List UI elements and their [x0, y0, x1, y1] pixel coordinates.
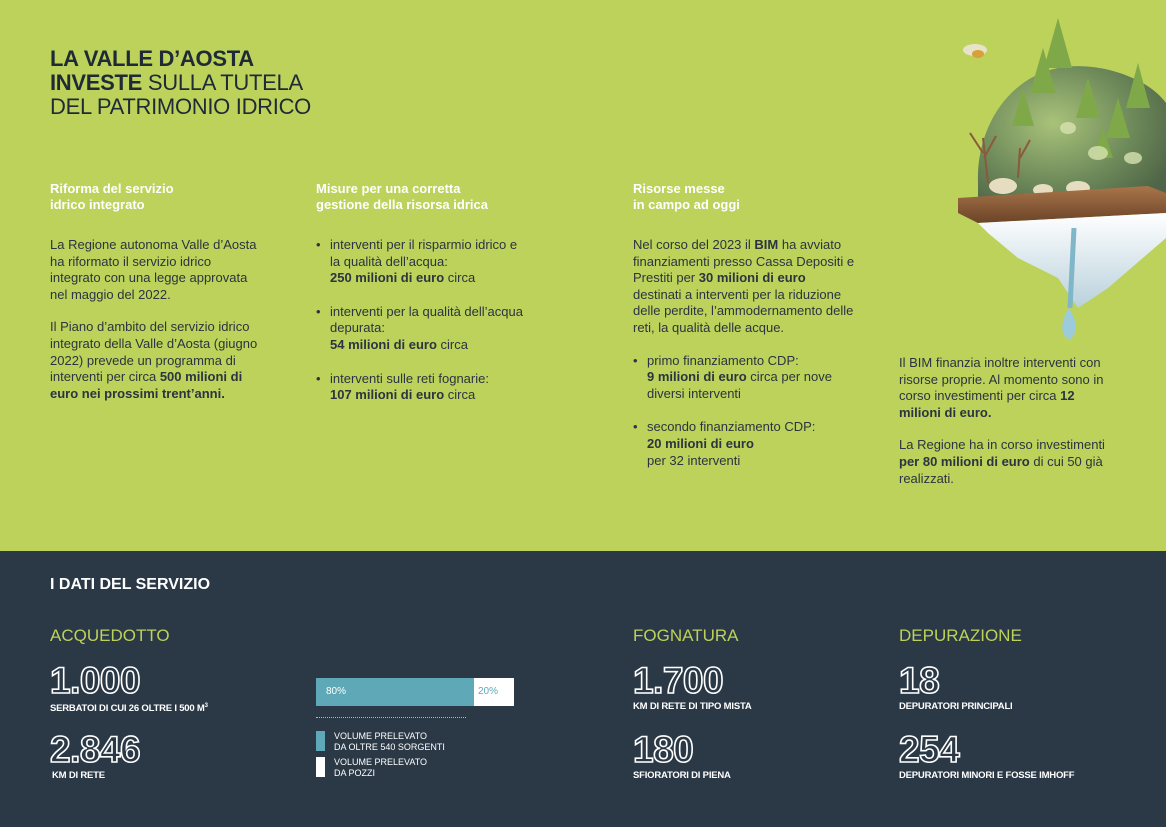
paragraph-bold: 12 milioni di euro. [899, 388, 1075, 420]
bullet-tail: circa [436, 336, 468, 352]
category-depurazione: DEPURAZIONE [899, 626, 1022, 645]
stat-value: 2.846 [50, 729, 141, 770]
paragraph: La Regione autonoma Valle d’Aosta ha riformato il servizio idrico integrato con una legge approvata nel maggio del 2022. [50, 237, 257, 302]
paragraph-bold: 500 milioni di euro nei prossimi trent’anni. [50, 369, 243, 401]
service-title: I DATI DEL SERVIZIO [50, 576, 211, 593]
legend-item-sorgenti [316, 731, 476, 753]
column-heading [316, 181, 526, 213]
paragraph-text: Nel corso del 2023 il [633, 237, 755, 252]
bar-label-pozzi: 20% [478, 686, 499, 697]
legend-line: DA POZZI [334, 768, 376, 778]
stat-caption: KM DI RETE [52, 770, 105, 781]
heading-line: in campo ad oggi [633, 197, 740, 212]
heading-line: Misure per una corretta [316, 181, 461, 196]
paragraph-bold: BIM [754, 237, 779, 252]
paragraph-bold: per 80 milioni di euro [899, 453, 1030, 469]
bullet-text: interventi per il risparmio idrico e la qualità dell’acqua: [330, 237, 518, 269]
paragraph-text: Il BIM finanzia inoltre interventi con risorse proprie. Al momento sono in corso investimenti per circa [899, 355, 1104, 404]
heading-line: Riforma del servizio [50, 181, 174, 196]
title-line-1: LA VALLE D’AOSTA [50, 46, 254, 71]
title-line-3: DEL PATRIMONIO IDRICO [50, 94, 311, 119]
paragraph-text: di cui 50 già realizzati. [899, 453, 1103, 486]
bullet-text: interventi per la qualità dell’acqua depurata: [330, 303, 523, 336]
bullet-text: secondo finanziamento CDP: [647, 419, 816, 435]
column-heading [50, 181, 265, 213]
bullet-text: primo finanziamento CDP: [647, 352, 799, 368]
column-riforma [50, 181, 265, 402]
bullet-item [316, 371, 526, 404]
title-line-2 [50, 71, 311, 95]
page-title [50, 47, 311, 119]
paragraph [899, 437, 1119, 487]
stat-value: 254 [899, 729, 960, 770]
stat-caption [50, 701, 208, 714]
legend-swatch [316, 731, 325, 751]
bullet-bold: 9 milioni di euro [647, 369, 747, 385]
legend-line: DA OLTRE 540 SORGENTI [334, 742, 445, 752]
legend-line: VOLUME PRELEVATO [334, 757, 428, 767]
legend-item-pozzi [316, 757, 476, 779]
bullet-tail: circa [444, 270, 476, 286]
legend-text [334, 731, 474, 753]
stat-caption-sup: 3 [204, 703, 208, 709]
bullet-bold: 54 milioni di euro [330, 336, 437, 352]
title-line-2-rest: SULLA TUTELA [142, 70, 303, 95]
paragraph-text: destinati a interventi per la riduzione delle perdite, l’ammodernamento delle reti, la qualità delle acque. [633, 286, 854, 335]
bullet-text: interventi sulle reti fognarie: [330, 370, 489, 386]
paragraph [899, 355, 1119, 421]
divider [316, 717, 466, 718]
heading-line: Risorse messe [633, 181, 725, 196]
bullet-item [633, 353, 855, 403]
stat-value: 1.000 [50, 660, 141, 701]
legend-line: VOLUME PRELEVATO [334, 731, 428, 741]
stat-caption: SFIORATORI DI PIENA [633, 770, 731, 781]
bullet-bold: 107 milioni di euro [330, 387, 445, 403]
bullet-item [316, 304, 526, 354]
bullet-tail: circa [444, 387, 476, 403]
bullet-item [316, 237, 526, 287]
legend-text [334, 757, 474, 779]
column-bim [899, 355, 1119, 487]
stat-caption-text: SERBATOI DI CUI 26 OLTRE I 500 M [50, 703, 205, 715]
bullet-bold: 20 milioni di euro [647, 435, 754, 451]
bullet-tail: per 32 interventi [647, 452, 741, 468]
paragraph-text: La Regione ha in corso investimenti [899, 437, 1105, 453]
bullet-bold: 250 milioni di euro [330, 270, 445, 286]
category-fognatura: FOGNATURA [633, 626, 739, 645]
stat-value: 1.700 [633, 660, 724, 701]
paragraph-text: ha avviato finanziamenti presso Cassa Depositi e Prestiti per [633, 237, 855, 286]
column-risorse [633, 181, 855, 469]
paragraph-bold: 30 milioni di euro [698, 270, 806, 286]
stat-caption: DEPURATORI MINORI E FOSSE IMHOFF [899, 770, 1075, 781]
stat-value: 180 [633, 729, 694, 770]
column-misure [316, 181, 526, 404]
paragraph [50, 319, 265, 402]
water-drop-icon [1062, 308, 1076, 340]
bullet-item [633, 419, 855, 469]
volume-bar [316, 678, 514, 706]
heading-line: idrico integrato [50, 197, 145, 212]
legend-swatch [316, 757, 325, 777]
column-heading [633, 181, 855, 213]
paragraph-text: Il Piano d’ambito del servizio idrico integrato della Valle d’Aosta (giugno 2022) prevede un programma di interventi per circa [50, 319, 258, 385]
stat-caption: DEPURATORI PRINCIPALI [899, 701, 1013, 712]
paragraph [633, 237, 855, 337]
heading-line: gestione della risorsa idrica [316, 197, 488, 212]
bullet-tail: circa per nove diversi interventi [647, 369, 832, 401]
floating-island-illustration [948, 8, 1166, 348]
bar-label-sorgenti: 80% [326, 686, 347, 697]
category-acquedotto: ACQUEDOTTO [50, 626, 170, 645]
stat-value: 18 [899, 660, 940, 701]
stat-caption: KM DI RETE DI TIPO MISTA [633, 701, 752, 712]
title-bold-word: INVESTE [50, 70, 143, 95]
